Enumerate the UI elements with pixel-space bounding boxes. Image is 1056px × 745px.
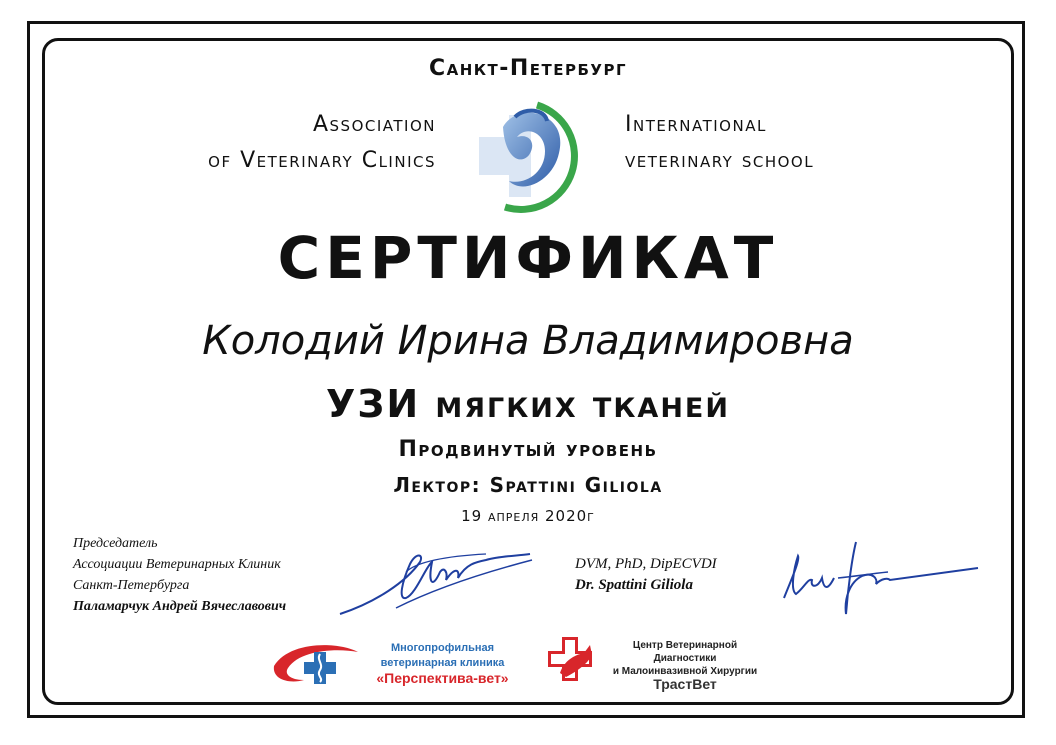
chair-signature-icon (336, 542, 536, 620)
clinic-sponsor-text (360, 641, 525, 686)
trust-line-2: и Малоинвазивной Хирургии (612, 666, 758, 677)
clinic-line-2: ветеринарная клиника (380, 657, 505, 669)
trustvet-sponsor-text (606, 639, 764, 691)
course-level: Продвинутый уровень (398, 437, 658, 462)
issue-date: 19 апреля 2020г (461, 507, 595, 525)
association-name (208, 107, 436, 179)
lecturer-name: Dr. Spattini Giliola (575, 577, 693, 593)
school-line-1: International (625, 112, 767, 137)
chair-title: Председатель (73, 536, 158, 551)
trustvet-logo-icon (544, 633, 608, 685)
chair-name: Паламарчук Андрей Вячеславович (73, 599, 287, 614)
chair-organization: Ассоциации Ветеринарных Клиник (73, 557, 281, 572)
city-heading: Санкт-Петербург (428, 56, 628, 81)
clinic-name: «Перспектива-вет» (376, 670, 509, 686)
certificate-title: СЕРТИФИКАТ (277, 224, 779, 292)
recipient-name: Колодий Ирина Владимировна (202, 318, 854, 364)
lecturer-signatory-block (575, 554, 717, 596)
clinic-line-1: Многопрофильная (390, 642, 495, 654)
chair-signatory-block (73, 533, 286, 617)
trust-line-1: Центр Ветеринарной Диагностики (632, 640, 738, 664)
chair-city: Санкт-Петербурга (73, 578, 190, 593)
school-logo-icon (465, 97, 591, 215)
lecturer-line: Лектор: Spattini Giliola (393, 473, 663, 497)
clinic-logo-icon (270, 640, 360, 686)
school-name (625, 107, 814, 179)
course-title: УЗИ мягких тканей (326, 382, 730, 426)
lecturer-degrees: DVM, PhD, DipECVDI (575, 556, 717, 572)
trust-name: ТрастВет (653, 676, 717, 692)
school-line-2: veterinary school (625, 148, 815, 173)
association-line-1: Association (312, 112, 436, 137)
lecturer-signature-icon (778, 538, 983, 618)
association-line-2: of Veterinary Clinics (208, 148, 436, 173)
